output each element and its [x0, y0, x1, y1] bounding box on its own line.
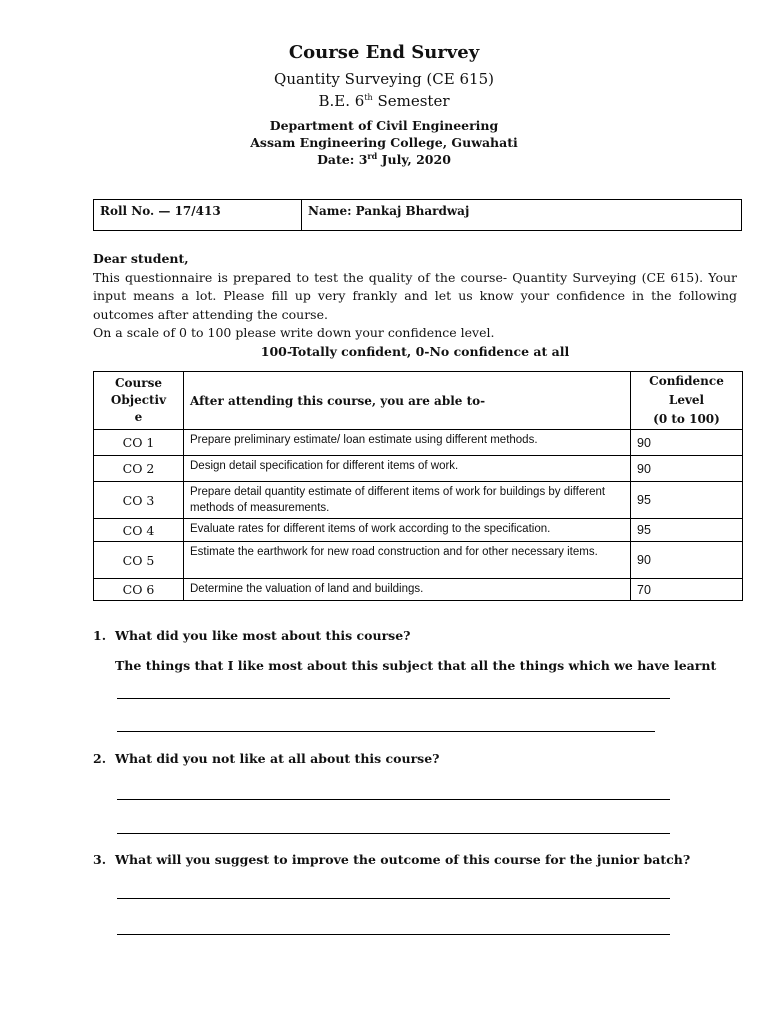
- intro-section: [93, 250, 737, 361]
- table-row: [94, 519, 743, 542]
- header-confidence: Confidence Level (0 to 100): [631, 372, 743, 430]
- question-number: 3.: [93, 852, 107, 867]
- table-row: [94, 482, 743, 519]
- question-text: What will you suggest to improve the outcome of this course for the junior batch?: [115, 852, 691, 867]
- header-course-objective: Course Objectiv e: [94, 372, 184, 430]
- header-outcome: After attending this course, you are able to-: [184, 372, 631, 430]
- answer-1-text[interactable]: The things that I like most about this subject that all the things which we have learnt: [115, 658, 717, 673]
- co-description: Design detail specification for different items of work.: [184, 456, 631, 482]
- co-description: Prepare preliminary estimate/ loan estimate using different methods.: [184, 430, 631, 456]
- course-name: Quantity Surveying (CE 615): [274, 70, 494, 88]
- co-label: CO 2: [94, 456, 184, 482]
- survey-date: Date: 3rd July, 2020: [317, 150, 451, 167]
- answer-line[interactable]: [117, 731, 655, 732]
- student-name: Name: Pankaj Bhardwaj: [308, 204, 470, 218]
- roll-number: Roll No. — 17/413: [94, 200, 302, 230]
- answer-line[interactable]: [117, 898, 670, 899]
- answer-line[interactable]: [117, 833, 670, 834]
- intro-paragraph: This questionnaire is prepared to test the quality of the course- Quantity Surveying (CE 615). Your input means a lot. Please fill up very frankly and let us know your confidence in the following outcomes after attending the course.: [93, 269, 737, 322]
- department: Department of Civil Engineering: [269, 118, 499, 133]
- course-objectives-table: [93, 371, 743, 601]
- table-row: [94, 579, 743, 601]
- co-description: Evaluate rates for different items of work according to the specification.: [184, 519, 631, 542]
- co-label: CO 1: [94, 430, 184, 456]
- table-row: [94, 542, 743, 579]
- page-title: Course End Survey: [288, 42, 480, 63]
- scale-instruction: On a scale of 0 to 100 please write down your confidence level.: [93, 325, 495, 340]
- answer-line[interactable]: [117, 698, 670, 699]
- co-description: Determine the valuation of land and buildings.: [184, 579, 631, 601]
- co-description: Prepare detail quantity estimate of different items of work for buildings by different methods of measurements.: [184, 482, 631, 519]
- semester: B.E. 6th Semester: [318, 92, 450, 110]
- confidence-value: 95: [631, 519, 743, 542]
- confidence-value: 95: [631, 482, 743, 519]
- document-header: [0, 40, 768, 168]
- question-text: What did you not like at all about this course?: [115, 751, 440, 766]
- question-2: [93, 751, 440, 766]
- confidence-value: 90: [631, 542, 743, 579]
- table-header-row: [94, 372, 743, 430]
- confidence-value: 70: [631, 579, 743, 601]
- confidence-value: 90: [631, 430, 743, 456]
- question-text: What did you like most about this course?: [115, 628, 411, 643]
- student-info-box: [93, 199, 742, 231]
- co-description: Estimate the earthwork for new road construction and for other necessary items.: [184, 542, 631, 579]
- question-3: [93, 852, 690, 867]
- co-label: CO 5: [94, 542, 184, 579]
- answer-line[interactable]: [117, 799, 670, 800]
- question-1: [93, 628, 411, 643]
- co-label: CO 3: [94, 482, 184, 519]
- table-row: [94, 456, 743, 482]
- co-label: CO 6: [94, 579, 184, 601]
- co-label: CO 4: [94, 519, 184, 542]
- question-number: 2.: [93, 751, 107, 766]
- greeting: Dear student,: [93, 251, 189, 266]
- scale-legend: 100-Totally confident, 0-No confidence at all: [260, 343, 570, 359]
- question-number: 1.: [93, 628, 107, 643]
- answer-line[interactable]: [117, 934, 670, 935]
- confidence-value: 90: [631, 456, 743, 482]
- table-row: [94, 430, 743, 456]
- college: Assam Engineering College, Guwahati: [250, 135, 518, 150]
